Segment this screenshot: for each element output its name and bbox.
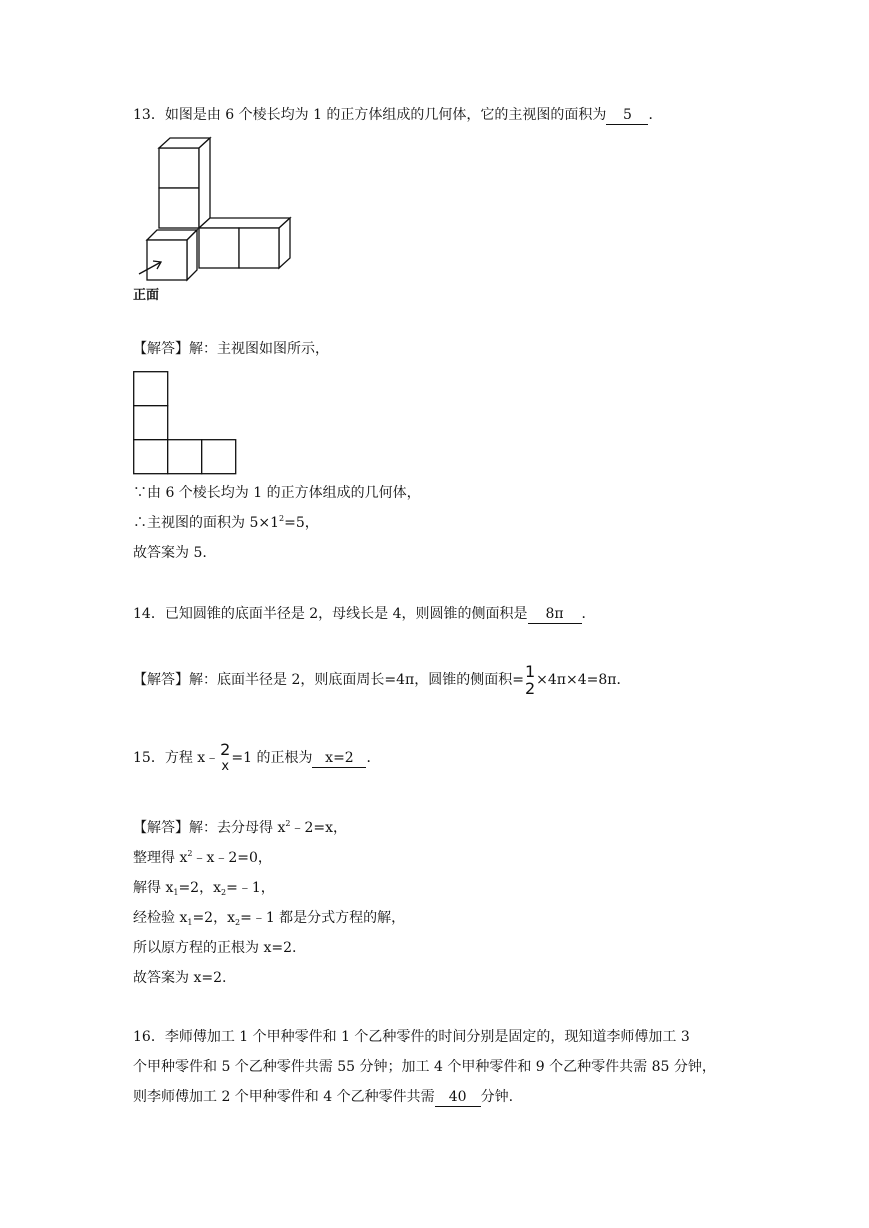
q15-solution-line1: 【解答】解：去分母得 $x^2﹣2=x$， xyxy=(133,819,347,836)
q16-answer-blank: 40 xyxy=(435,1088,481,1107)
q15-solution-line4: 经检验 $x_1=2$，$x_2=﹣1$ 都是分式方程的解， xyxy=(133,910,406,927)
q15-solution-line6: 故答案为 x=2. xyxy=(133,970,227,986)
q13-figure-label: 正面 xyxy=(133,288,160,303)
q13-solution-line2: ∵由 6 个棱长均为 1 的正方体组成的几何体， xyxy=(133,485,421,501)
q15-solution-line2: 整理得 $x^2﹣x﹣2=0$， xyxy=(133,849,272,866)
q16-question-line1: 16．李师傅加工 1 个甲种零件和 1 个乙种零件的时间分别是固定的，现知道李师傅加工 3 xyxy=(133,1029,690,1045)
q13-cube-figure xyxy=(133,136,295,302)
q15-question: 15．方程 x﹣ 2 x =1 的正根为 x=2 ． xyxy=(133,740,381,774)
q15-fraction: 2 x xyxy=(220,740,231,774)
q13-solution-line4: 故答案为 5. xyxy=(133,545,207,561)
q14-question: 14．已知圆锥的底面半径是 2，母线长是 4，则圆锥的侧面积是 8π ． xyxy=(133,606,596,622)
q14-text: 14．已知圆锥的底面半径是 2，母线长是 4，则圆锥的侧面积是 xyxy=(133,606,528,622)
q15-answer-blank: x=2 xyxy=(312,749,366,768)
q13-front-view-figure xyxy=(133,371,237,475)
q13-text: 13．如图是由 6 个棱长均为 1 的正方体组成的几何体，它的主视图的面积为 xyxy=(133,107,607,123)
q14-answer-blank: 8π xyxy=(528,605,582,624)
q15-solution-line5: 所以原方程的正根为 x=2. xyxy=(133,940,297,956)
q16-question-line3: 则李师傅加工 2 个甲种零件和 4 个乙种零件共需 40 分钟. xyxy=(133,1089,514,1105)
q14-fraction: 1 2 xyxy=(524,662,536,698)
q16-question-line2: 个甲种零件和 5 个乙种零件共需 55 分钟；加工 4 个甲种零件和 9 个乙种零件共需 85 分钟， xyxy=(133,1059,716,1075)
q13-question: 13．如图是由 6 个棱长均为 1 的正方体组成的几何体，它的主视图的面积为 5 ． xyxy=(133,107,663,123)
q13-answer-blank: 5 xyxy=(606,106,648,125)
q14-solution: 【解答】解：底面半径是 2，则底面周长=4π，圆锥的侧面积= 1 2 ×4π×4=8π． xyxy=(133,662,631,698)
q13-solution-line1: 【解答】解：主视图如图所示， xyxy=(133,341,329,357)
q13-solution-line3: ∴主视图的面积为 $5\times 1^2=5$， xyxy=(133,514,319,531)
q15-solution-line3: 解得 $x_1=2$，$x_2=﹣1$， xyxy=(133,880,275,897)
